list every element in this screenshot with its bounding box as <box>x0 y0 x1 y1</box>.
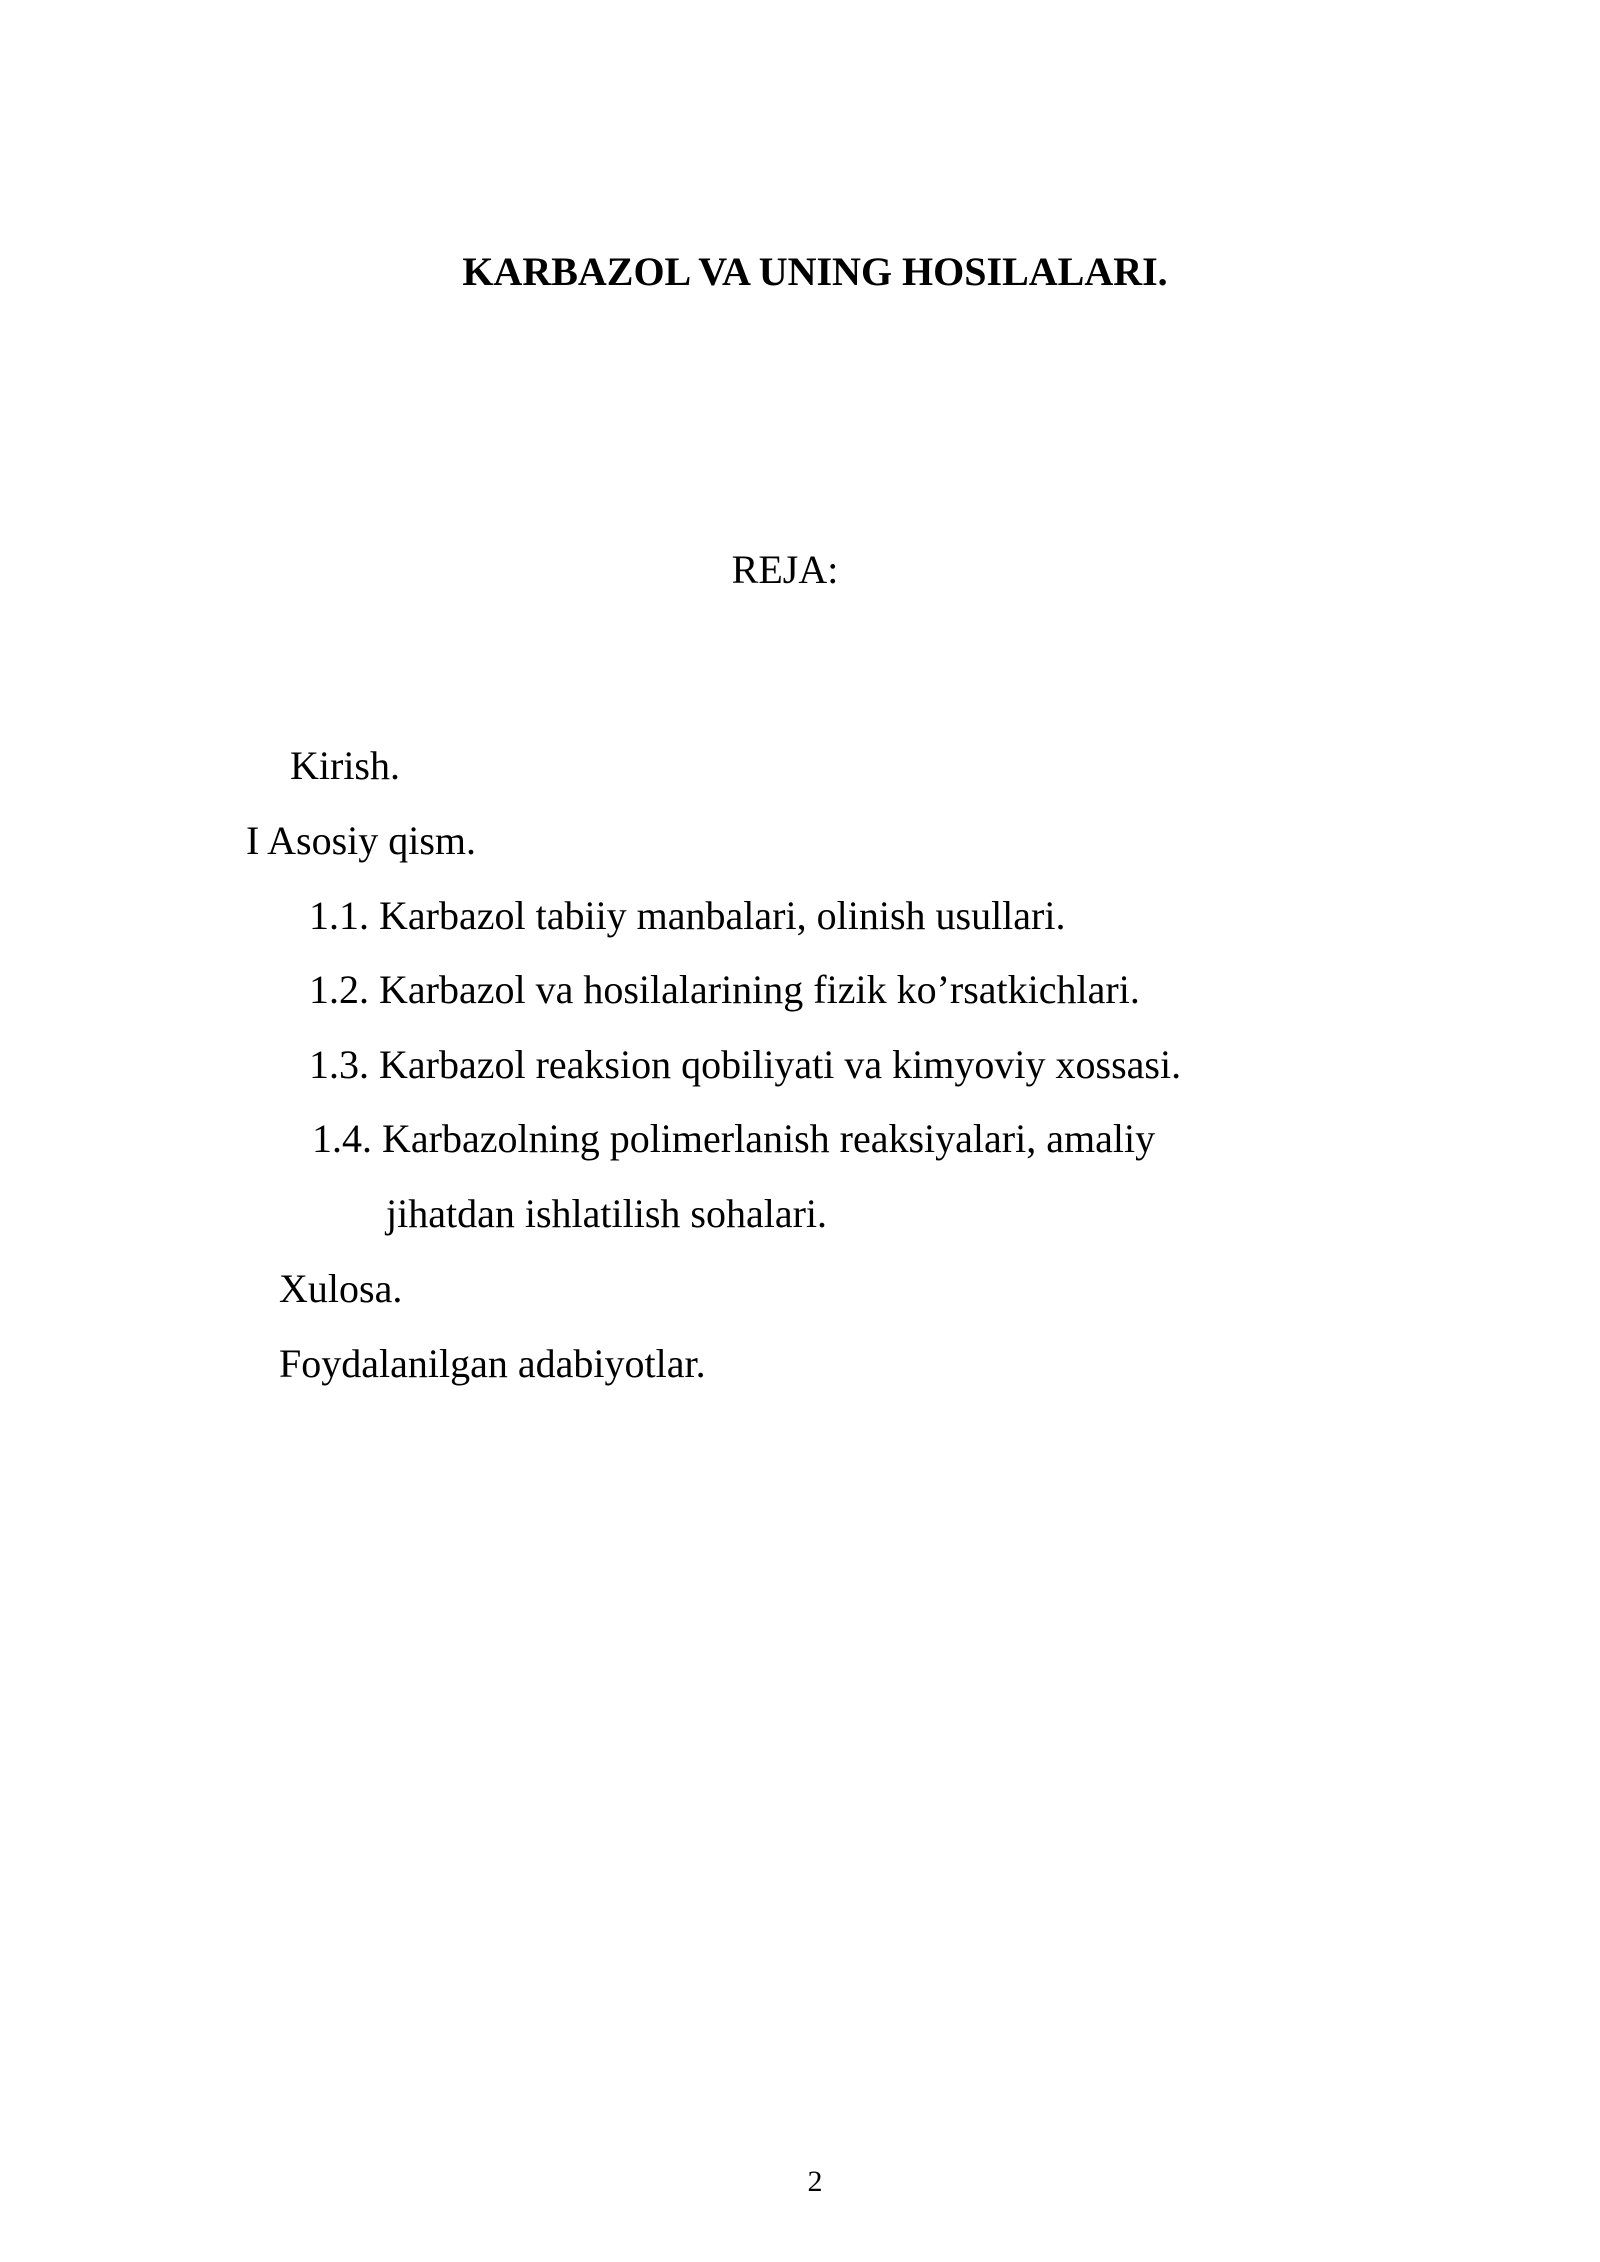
toc-item-1-3: 1.3. Karbazol reaksion qobiliyati va kimyoviy xossasi. <box>309 1042 1182 1087</box>
toc-item-references: Foydalanilgan adabiyotlar. <box>279 1341 706 1386</box>
toc-item-main-part: I Asosiy qism. <box>246 818 477 863</box>
toc-item-1-2: 1.2. Karbazol va hosilalarining fizik ko’rsatkichlari. <box>309 967 1140 1012</box>
toc-item-1-4-line2: jihatdan ishlatilish sohalari. <box>386 1191 828 1236</box>
document-title: KARBAZOL VA UNING HOSILALARI. <box>462 249 1168 294</box>
page-number: 2 <box>807 2165 823 2198</box>
toc-item-intro: Kirish. <box>290 743 400 788</box>
toc-item-1-1: 1.1. Karbazol tabiiy manbalari, olinish usullari. <box>309 893 1066 938</box>
toc-item-1-4-line1: 1.4. Karbazolning polimerlanish reaksiyalari, amaliy <box>312 1116 1156 1161</box>
toc-item-conclusion: Xulosa. <box>279 1266 403 1311</box>
plan-heading: REJA: <box>731 547 839 592</box>
